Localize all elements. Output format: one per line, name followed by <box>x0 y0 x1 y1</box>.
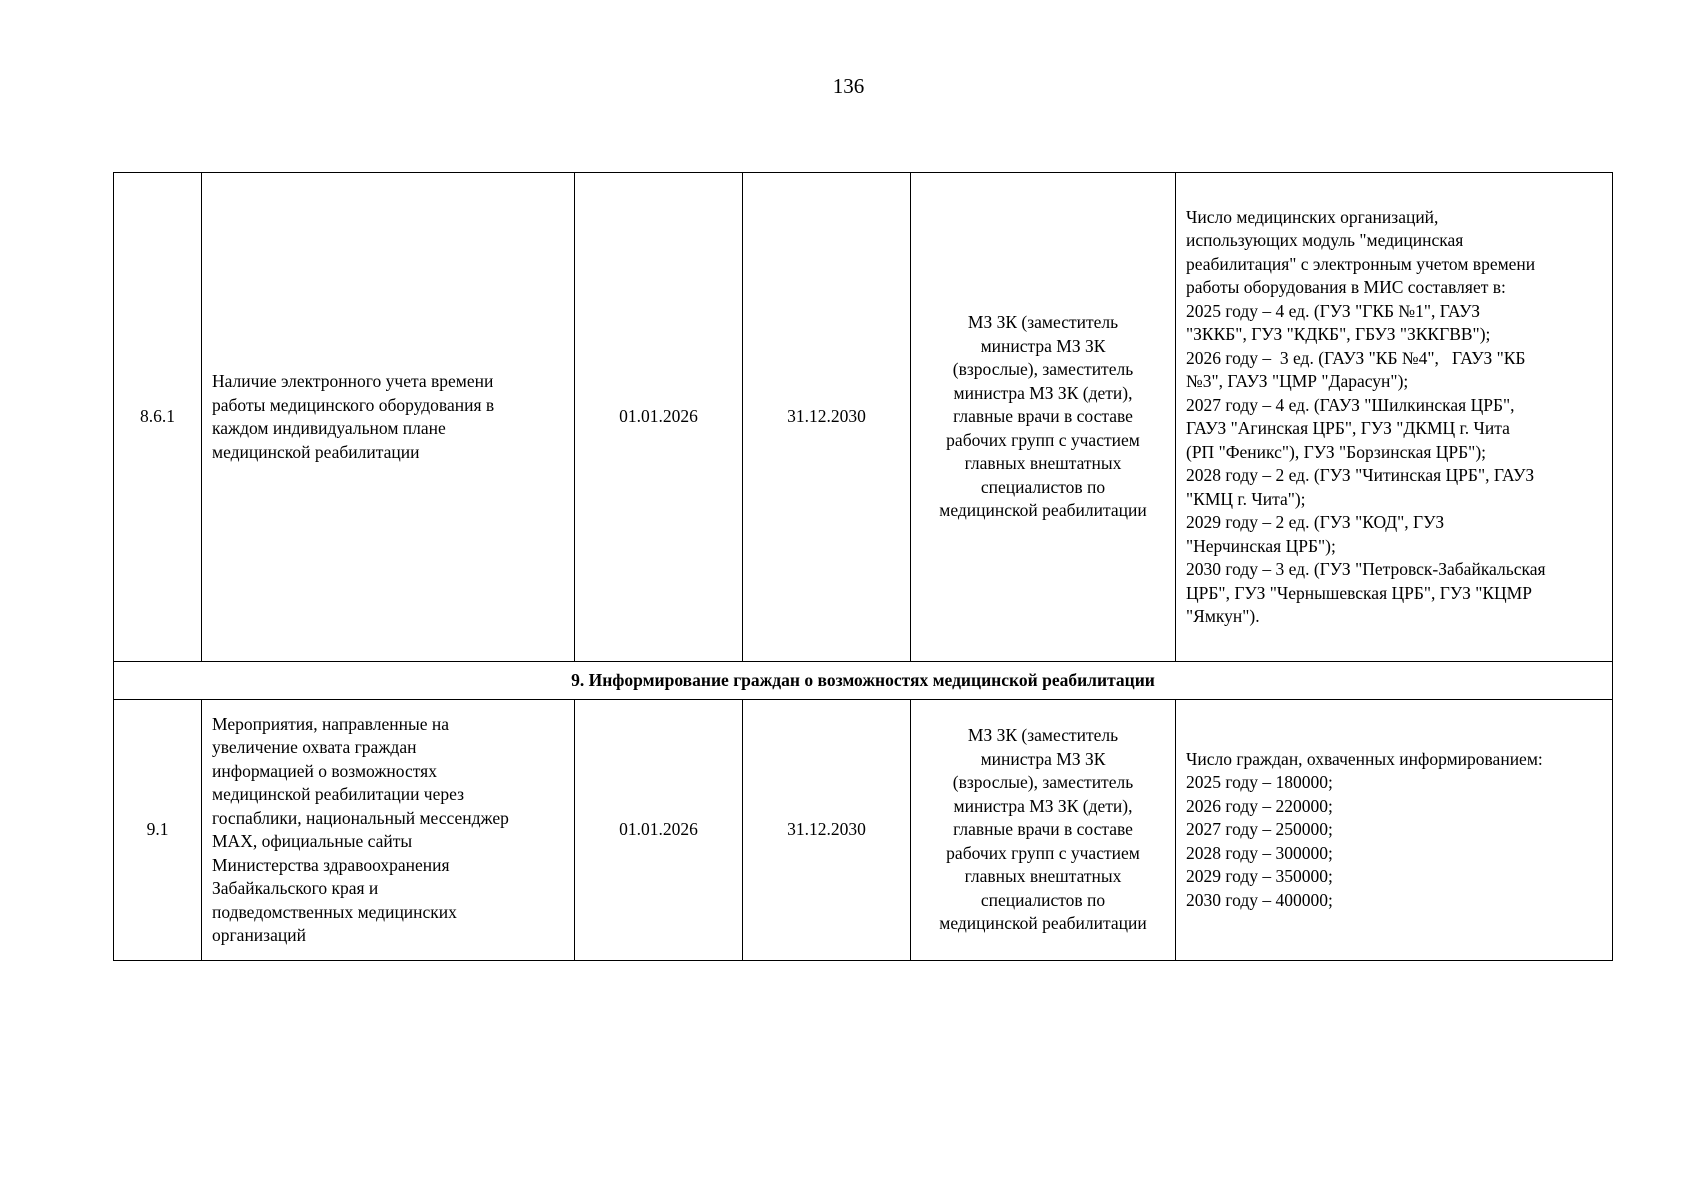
indicator-line: Число граждан, охваченных информированием: <box>1186 748 1543 769</box>
indicator-line: №3", ГАУЗ "ЦМР "Дарасун"); <box>1186 371 1409 391</box>
indicator-line: работы оборудования в МИС составляет в: <box>1186 277 1506 297</box>
activity-text: Мероприятия, направленные на увеличение охвата граждан информацией о возможностях медицинской реабилитации через госпаблики, национальный мессенджер MAX, официальные сайты Министерства здравоохранения Забайкальского края и подведомственных медицинских организаций <box>202 700 575 961</box>
end-date: 31.12.2030 <box>743 700 911 961</box>
section-heading-row <box>114 662 1613 700</box>
start-date: 01.01.2026 <box>575 700 743 961</box>
table-row <box>114 700 1613 961</box>
start-date: 01.01.2026 <box>575 173 743 662</box>
indicator-line: ГАУЗ "Агинская ЦРБ", ГУЗ "ДКМЦ г. Чита <box>1186 418 1510 438</box>
indicator-line: использующих модуль "медицинская <box>1186 230 1464 250</box>
responsible-text: МЗ ЗК (заместитель министра МЗ ЗК (взрослые), заместитель министра МЗ ЗК (дети), главные врачи в составе рабочих групп с участием главных внештатных специалистов по медицинской реабилитации <box>911 173 1176 662</box>
section-heading: 9. Информирование граждан о возможностях медицинской реабилитации <box>114 662 1613 700</box>
indicator-line: 2026 году – 3 ед. (ГАУЗ "КБ №4", ГАУЗ "КБ <box>1186 347 1526 368</box>
indicator-line: 2025 году – 4 ед. (ГУЗ "ГКБ №1", ГАУЗ <box>1186 300 1481 321</box>
indicator-line: 2025 году – 180000; <box>1186 772 1333 793</box>
indicator-line: "Нерчинская ЦРБ"); <box>1186 535 1336 556</box>
activity-text: Наличие электронного учета времени работы медицинского оборудования в каждом индивидуальном плане медицинской реабилитации <box>202 173 575 662</box>
indicator-line: реабилитация" с электронным учетом времени <box>1186 253 1536 274</box>
indicator-line: 2029 году – 350000; <box>1186 866 1333 887</box>
indicator-line: 2029 году – 2 ед. (ГУЗ "КОД", ГУЗ <box>1186 512 1445 532</box>
indicator-line: 2030 году – 400000; <box>1186 889 1333 910</box>
indicator-line: "ЗККБ", ГУЗ "КДКБ", ГБУЗ "ЗККГВВ"); <box>1186 324 1491 344</box>
indicator-line: "Ямкун"). <box>1186 606 1260 626</box>
indicator-line: (РП "Феникс"), ГУЗ "Борзинская ЦРБ"); <box>1186 441 1487 462</box>
indicator-line: "КМЦ г. Чита"); <box>1186 488 1306 509</box>
indicator-line: 2027 году – 4 ед. (ГАУЗ "Шилкинская ЦРБ", <box>1186 394 1515 415</box>
item-number: 8.6.1 <box>114 173 202 662</box>
end-date: 31.12.2030 <box>743 173 911 662</box>
responsible-text: МЗ ЗК (заместитель министра МЗ ЗК (взрослые), заместитель министра МЗ ЗК (дети), главные врачи в составе рабочих групп с участием главных внештатных специалистов по медицинской реабилитации <box>911 700 1176 961</box>
measures-table <box>113 172 1613 961</box>
indicator-cell <box>1176 700 1613 961</box>
indicator-line: 2028 году – 2 ед. (ГУЗ "Читинская ЦРБ", ГАУЗ <box>1186 465 1535 485</box>
indicator-line: 2030 году – 3 ед. (ГУЗ "Петровск-Забайкальская <box>1186 559 1546 579</box>
indicator-cell <box>1176 173 1613 662</box>
item-number: 9.1 <box>114 700 202 961</box>
indicator-line: ЦРБ", ГУЗ "Чернышевская ЦРБ", ГУЗ "КЦМР <box>1186 582 1532 603</box>
page-number: 136 <box>832 74 865 98</box>
indicator-line: 2026 году – 220000; <box>1186 795 1333 816</box>
indicator-line: 2028 году – 300000; <box>1186 842 1333 863</box>
table-row <box>114 173 1613 662</box>
indicator-line: 2027 году – 250000; <box>1186 819 1333 840</box>
indicator-line: Число медицинских организаций, <box>1186 206 1439 227</box>
